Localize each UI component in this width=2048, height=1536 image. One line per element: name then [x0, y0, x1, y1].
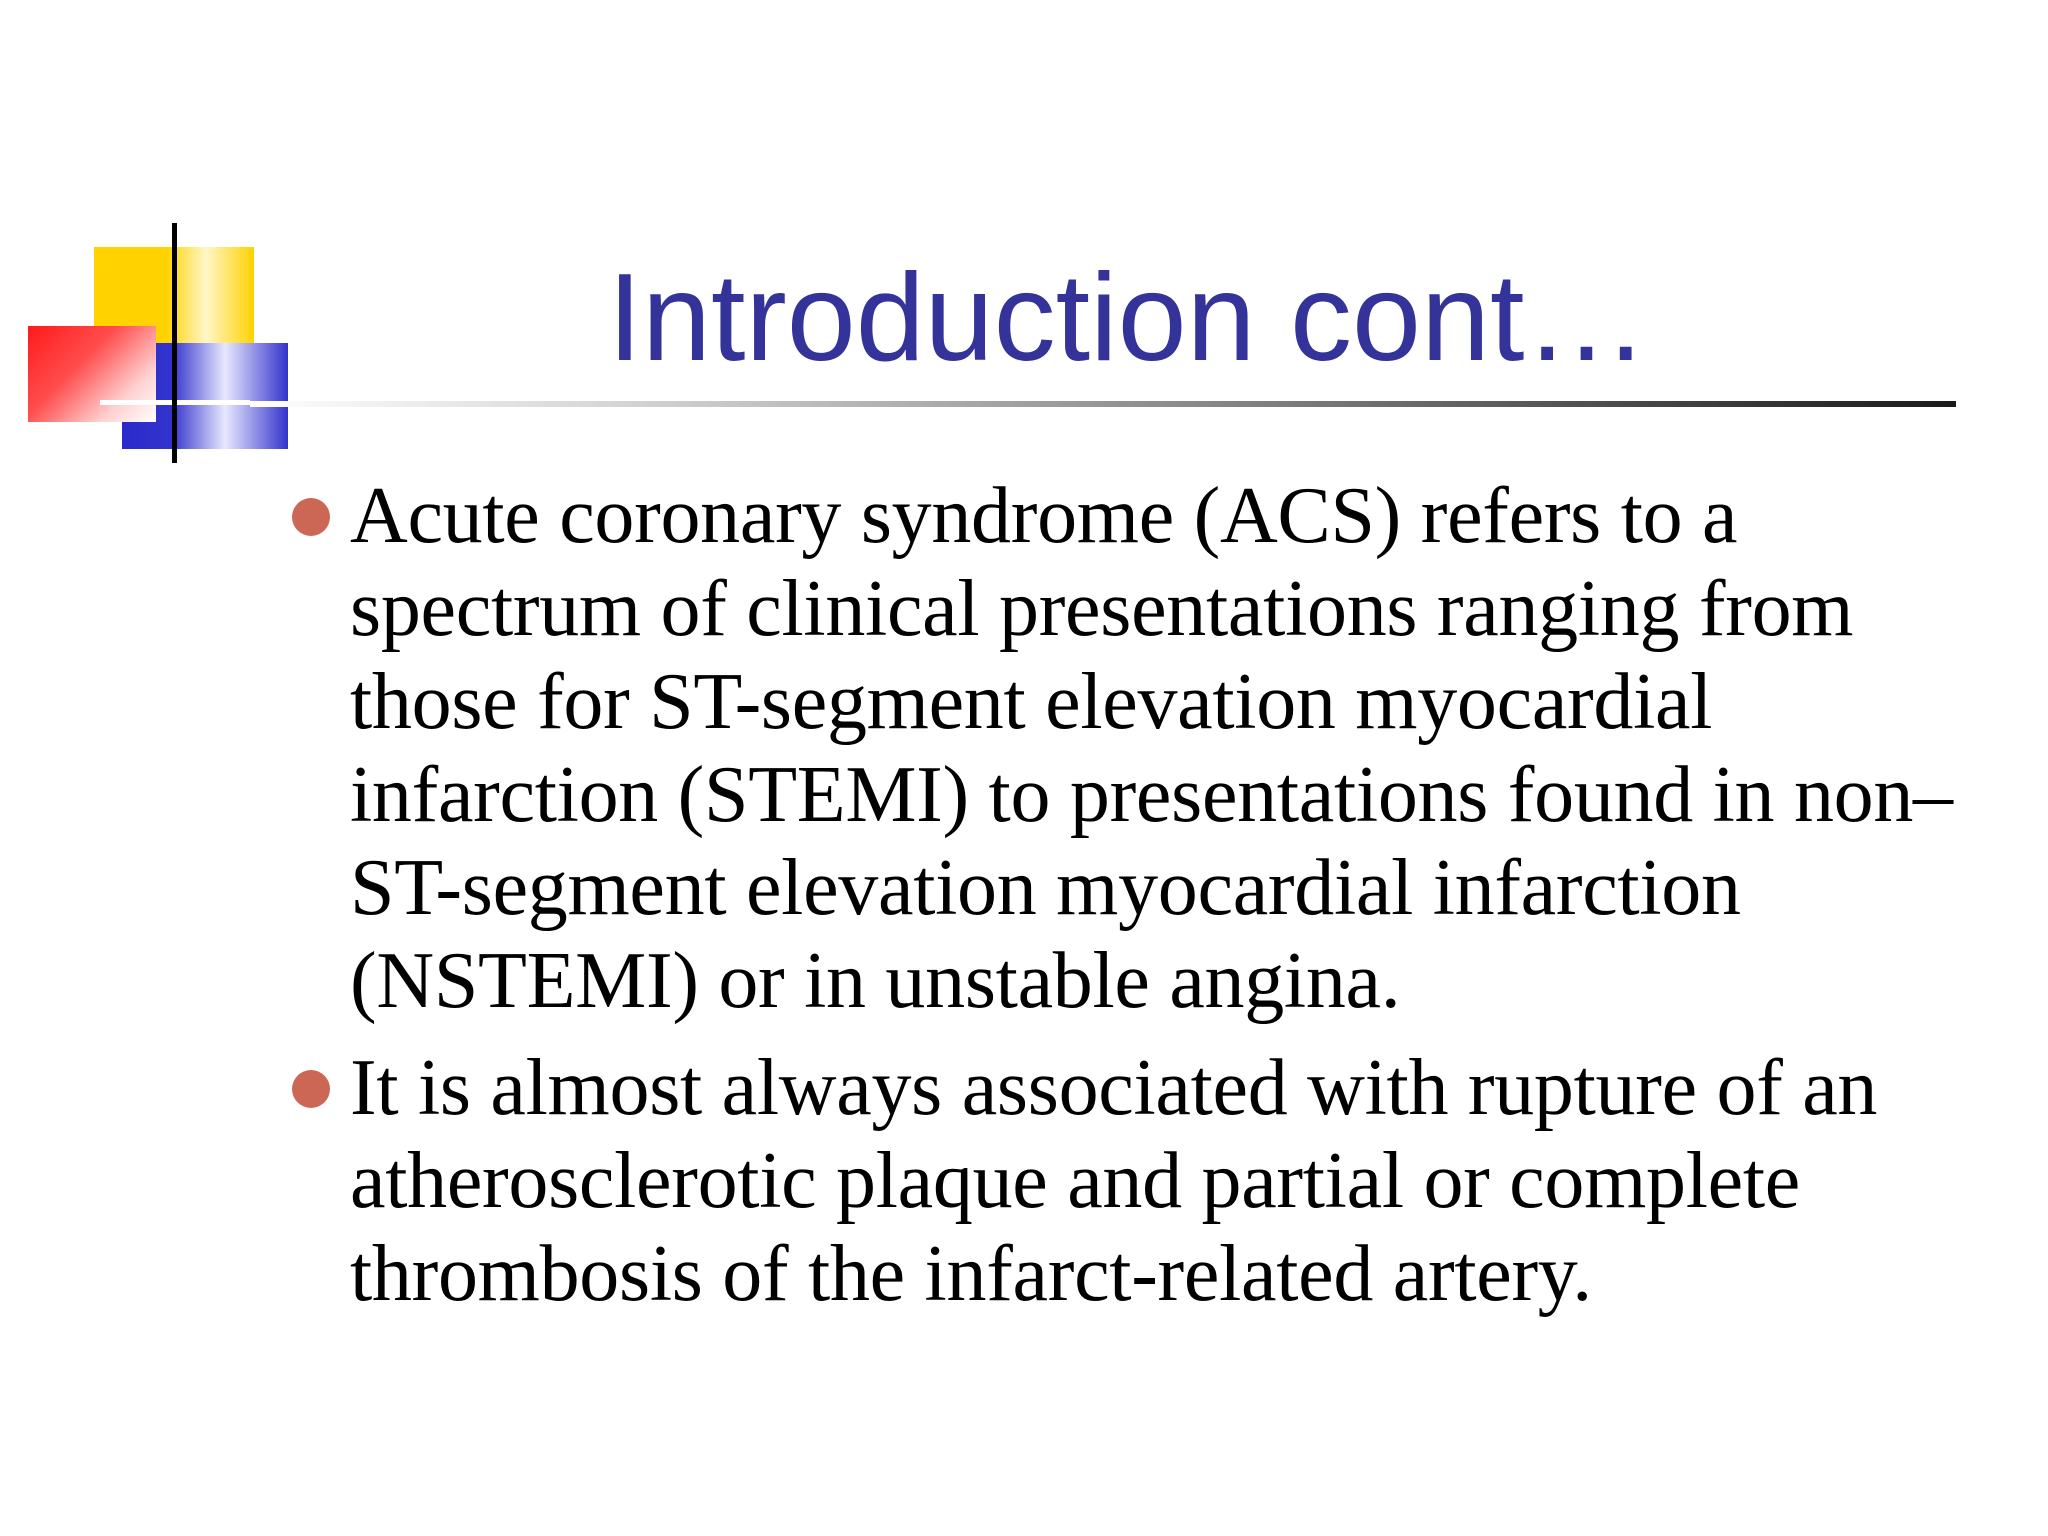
bullet-dot-icon: [292, 498, 330, 536]
deco-red-block: [28, 326, 156, 422]
bullet-dot-icon: [292, 1070, 330, 1108]
deco-vertical-line: [172, 223, 177, 463]
bullet-text: It is almost always associated with rupture of an atherosclerotic plaque and partial or complete thrombosis of the infarct-related artery.: [350, 1044, 1878, 1318]
bullet-list: [290, 470, 2010, 1335]
list-item: [290, 1042, 2010, 1321]
title-underline: [250, 401, 1956, 407]
bullet-text: Acute coronary syndrome (ACS) refers to a spectrum of clinical presentations ranging from those for ST-segment elevation myocardial infarction (STEMI) to presentations found in non–ST-segment elevation myocardial infarction (NSTEMI) or in unstable angina.: [350, 472, 1953, 1025]
slide-title: Introduction cont…: [607, 249, 1649, 387]
list-item: [290, 470, 2010, 1028]
